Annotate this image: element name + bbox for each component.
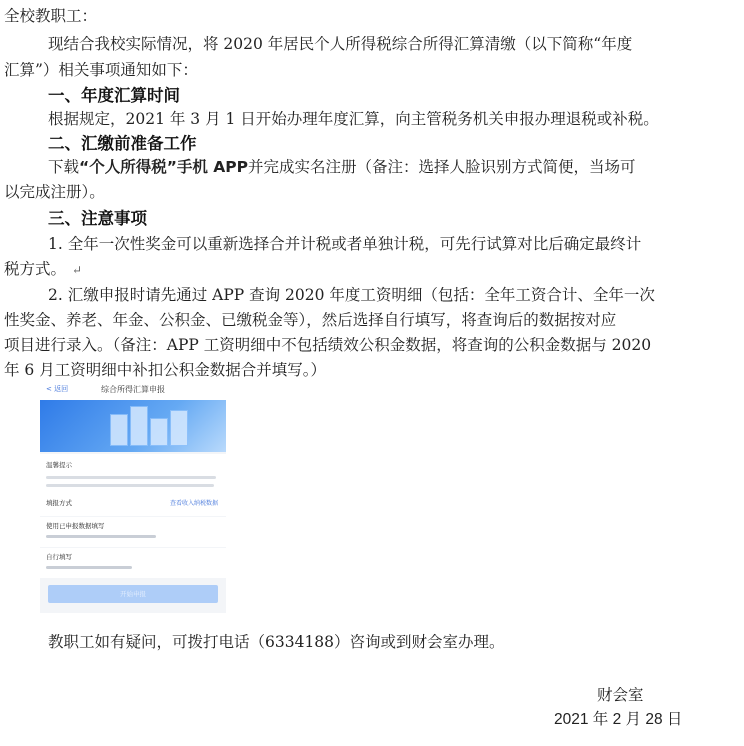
item-2-line-3: 项目进行录入。（备注：APP 工资明细中不包括绩效公积金数据，将查询的公积金数据与 2020 [4,336,652,354]
app-view-data-link[interactable]: 查看收入纳税数据 [169,500,218,507]
item-1-line-2 [4,257,82,283]
item-2-line-2: 性奖金、养老、年金、公积金、已缴税金等），然后选择自行填写，将查询后的数据按对应 [4,311,617,329]
app-start-button[interactable]: 开始申报 [48,585,218,603]
intro-line-2: 汇算”）相关事项通知如下： [4,61,198,79]
item-1-text: 税方式。 [4,260,67,278]
section-2-heading [48,130,197,154]
option-desc-line [46,535,156,538]
app-nav-bar [40,380,226,400]
paragraph-mark-icon: ↵ [72,263,83,277]
section-1-body: 根据规定，2021 年 3 月 1 日开始办理年度汇算，向主管税务机关申报办理退税或补税。 [48,110,659,128]
notice-text-line [46,476,216,479]
notice-text-line [46,484,214,487]
section-2-body-rest: 并完成实名注册（备注：选择人脸识别方式简便，当场可 [248,158,636,176]
item-2-line-4: 年 6 月工资明细中补扣公积金数据合并填写。） [4,361,326,379]
app-option-prefilled[interactable] [40,517,226,547]
app-method-row [40,492,226,516]
app-option-manual[interactable] [40,548,226,578]
app-name: “个人所得税”手机 APP [79,158,249,176]
greeting: 全校教职工： [4,7,98,25]
app-banner-image [40,400,226,452]
section-2-body-prefix: 下载 [48,158,80,176]
app-notice-title: 温馨提示 [46,461,72,469]
section-3-heading: 三、注意事项 [48,209,147,228]
option-desc-line [46,566,132,569]
item-2-line-1: 2. 汇缴申报时请先通过 APP 查询 2020 年度工资明细（包括：全年工资合计、全年一次 [48,286,655,304]
item-1-line-1: 1. 全年一次性奖金可以重新选择合并计税或者单独计税，可先行试算对比后确定最终计 [48,235,642,253]
contact-info: 教职工如有疑问，可拨打电话（6334188）咨询或到财会室办理。 [48,633,505,651]
section-2-body [48,155,636,180]
app-back-link[interactable]: < 返回 [46,385,69,393]
signature-office: 财会室 [597,686,644,704]
banner-building-icon [110,414,128,446]
section-2-heading-text: 二、汇缴前准备工作 [48,134,197,153]
app-screenshot [40,380,226,613]
app-title: 综合所得汇算申报 [101,385,165,394]
section-2-body-line-2: 以完成注册）。 [4,183,105,201]
signature-date: 2021 年 2 月 28 日 [554,711,683,728]
banner-building-icon [170,410,188,446]
app-option-prefilled-label: 使用已申报数据填写 [46,522,105,530]
app-method-title: 填报方式 [46,499,72,507]
intro-line-1: 现结合我校实际情况，将 2020 年居民个人所得税综合所得汇算清缴（以下简称“年度 [48,35,633,53]
section-1-heading: 一、年度汇算时间 [48,86,180,105]
app-option-manual-label: 自行填写 [46,553,72,561]
banner-building-icon [130,406,148,446]
banner-building-icon [150,418,168,446]
